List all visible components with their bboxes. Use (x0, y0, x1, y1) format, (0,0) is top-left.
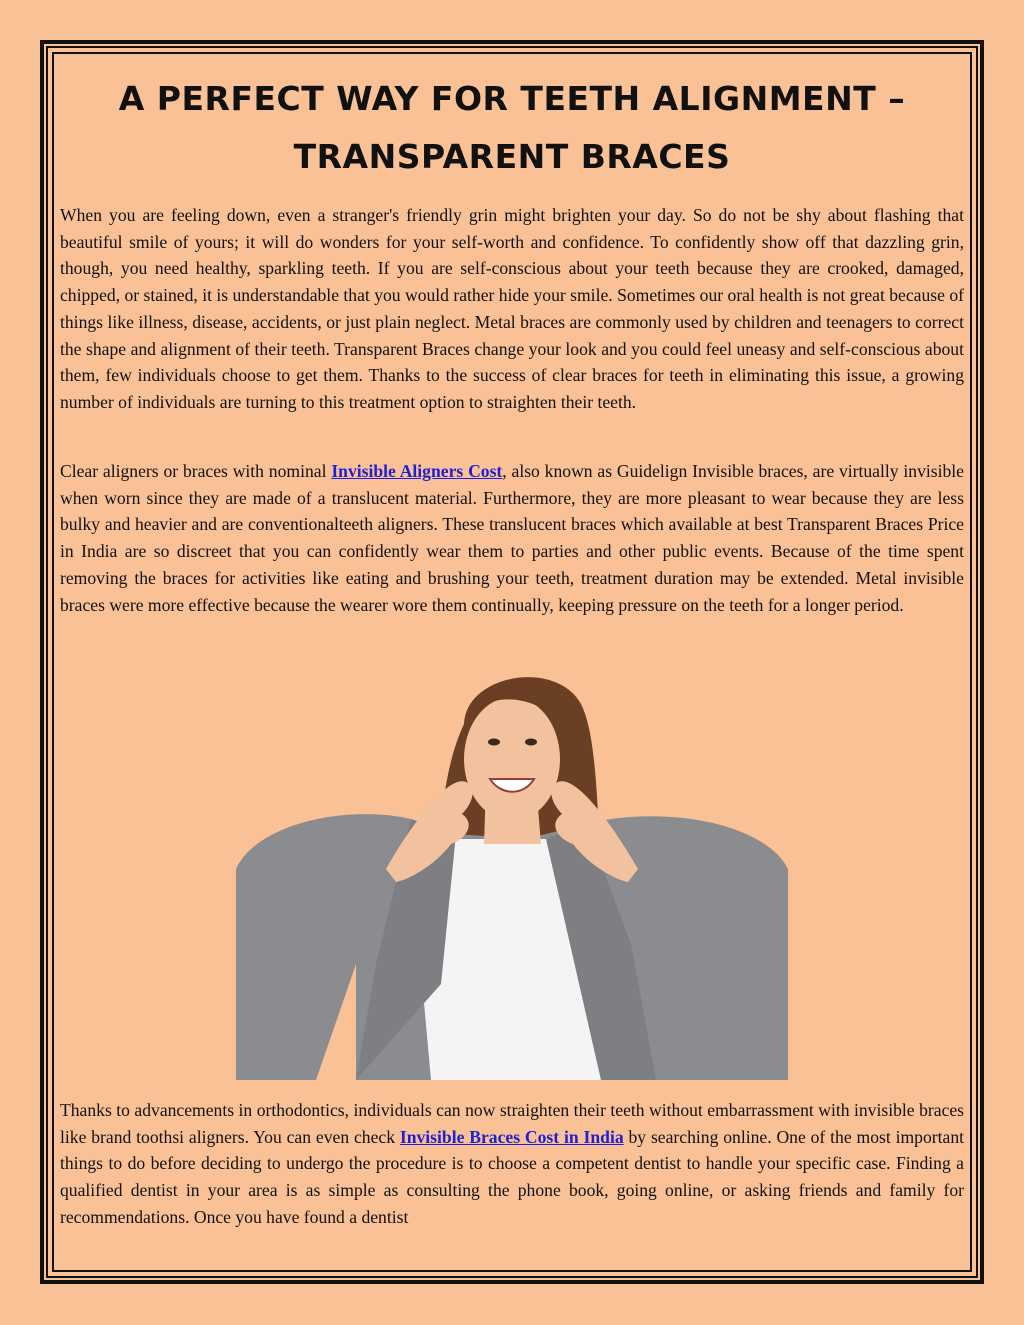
title-line-1: A PERFECT WAY FOR TEETH ALIGNMENT – (118, 79, 906, 118)
aligners-paragraph (60, 458, 964, 618)
paragraph-text: Thanks to advancements in orthodontics, individuals can now straighten their teeth without embarrassment with invisible braces like brand toothsi aligners. You can even check (60, 1100, 964, 1147)
paragraph-text: by searching online. One of the most important things to do before deciding to undergo the procedure is to choose a competent dentist to handle your specific case. Finding a qualified dentist in your area is as simple as consulting the phone book, going online, or asking friends and family for recommendations. Once you have found a dentist (60, 1126, 964, 1227)
intro-paragraph: When you are feeling down, even a stranger's friendly grin might brighten your day. So do not be shy about flashing that beautiful smile of yours; it will do wonders for your self-worth and confidence. To confidently show off that dazzling grin, though, you need healthy, sparkling teeth. If you are self-conscious about your teeth because they are crooked, damaged, chipped, or stained, it is understandable that you would rather hide your smile. Sometimes our oral health is not great because of things like illness, disease, accidents, or just plain neglect. Metal braces are commonly used by children and teenagers to correct the shape and alignment of their teeth. Transparent Braces change your look and you could feel uneasy and self-conscious about them, few individuals choose to get them. Thanks to the success of clear braces for teeth in eliminating this issue, a growing number of individuals are turning to this treatment option to straighten their teeth. (60, 205, 964, 412)
page-title (60, 70, 964, 186)
smiling-woman-photo (236, 664, 788, 1080)
title-line-2: TRANSPARENT BRACES (293, 137, 731, 176)
paragraph-text: , also known as Guidelign Invisible braces, are virtually invisible when worn since they are made of a translucent material. Furthermore, they are more pleasant to wear because they are less bulky and heavier and are conventionalteeth aligners. These translucent braces which available at best Transparent Braces Price in India are so discreet that you can confidently wear them to parties and other public events. Because of the time spent removing the braces for activities like eating and brushing your teeth, treatment duration may be extended. Metal invisible braces were more effective because the wearer wore them continually, keeping pressure on the teeth for a longer period. (60, 461, 964, 615)
invisible-aligners-cost-link[interactable]: Invisible Aligners Cost (331, 461, 503, 481)
invisible-braces-cost-india-link[interactable]: Invisible Braces Cost in India (399, 1126, 624, 1147)
paragraph-text: Clear aligners or braces with nominal (60, 461, 332, 481)
orthodontics-paragraph (60, 1097, 964, 1231)
